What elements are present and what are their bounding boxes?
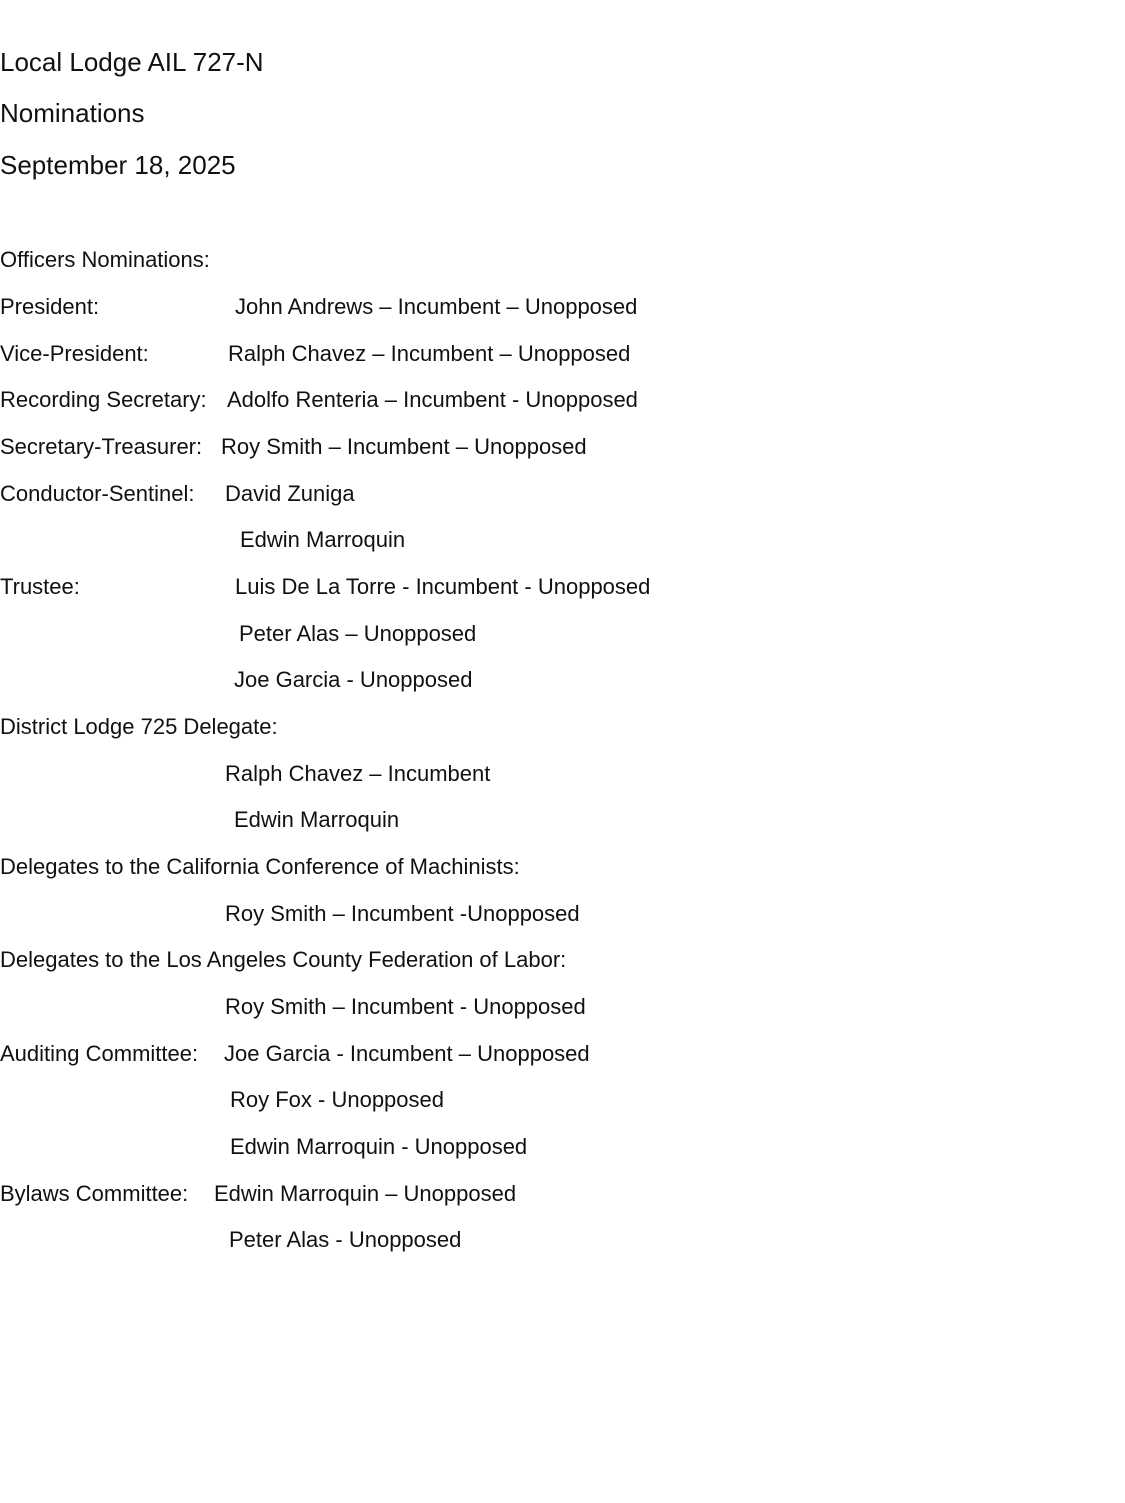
ccm-heading: Delegates to the California Conference of Machinists: xyxy=(0,854,520,879)
secretary-treasurer-label: Secretary-Treasurer: xyxy=(0,434,203,459)
trustee-nominee: Joe Garcia - Unopposed xyxy=(234,667,473,692)
recording-secretary-nominee: Adolfo Renteria – Incumbent - Unopposed xyxy=(227,387,638,412)
president-label: President: xyxy=(0,294,100,319)
recording-secretary-label: Recording Secretary: xyxy=(0,387,207,412)
auditing-committee-label: Auditing Committee: xyxy=(0,1041,199,1066)
district-lodge-nominee: Ralph Chavez – Incumbent xyxy=(225,761,491,786)
bylaws-committee-label: Bylaws Committee: xyxy=(0,1181,189,1206)
ccm-nominee: Roy Smith – Incumbent -Unopposed xyxy=(225,901,580,926)
bylaws-committee-nominee: Edwin Marroquin – Unopposed xyxy=(214,1181,517,1206)
district-lodge-heading: District Lodge 725 Delegate: xyxy=(0,714,278,739)
conductor-sentinel-label: Conductor-Sentinel: xyxy=(0,481,195,506)
auditing-committee-nominee: Edwin Marroquin - Unopposed xyxy=(230,1134,528,1159)
secretary-treasurer-nominee: Roy Smith – Incumbent – Unopposed xyxy=(221,434,587,459)
document-date: September 18, 2025 xyxy=(0,150,236,180)
trustee-nominee: Luis De La Torre - Incumbent - Unopposed xyxy=(235,574,651,599)
conductor-sentinel-nominee: David Zuniga xyxy=(225,481,355,506)
officers-heading: Officers Nominations: xyxy=(0,247,210,272)
lacfl-heading: Delegates to the Los Angeles County Federation of Labor: xyxy=(0,947,567,972)
bylaws-committee-nominee: Peter Alas - Unopposed xyxy=(229,1227,462,1252)
lodge-title: Local Lodge AIL 727-N xyxy=(0,47,264,77)
lacfl-nominee: Roy Smith – Incumbent - Unopposed xyxy=(225,994,586,1019)
trustee-nominee: Peter Alas – Unopposed xyxy=(239,621,477,646)
conductor-sentinel-nominee: Edwin Marroquin xyxy=(240,527,406,552)
page-title: Nominations xyxy=(0,98,145,128)
auditing-committee-nominee: Joe Garcia - Incumbent – Unopposed xyxy=(224,1041,590,1066)
vice-president-label: Vice-President: xyxy=(0,341,149,366)
president-nominee: John Andrews – Incumbent – Unopposed xyxy=(235,294,638,319)
trustee-label: Trustee: xyxy=(0,574,80,599)
district-lodge-nominee: Edwin Marroquin xyxy=(234,807,400,832)
vice-president-nominee: Ralph Chavez – Incumbent – Unopposed xyxy=(228,341,631,366)
auditing-committee-nominee: Roy Fox - Unopposed xyxy=(230,1087,444,1112)
